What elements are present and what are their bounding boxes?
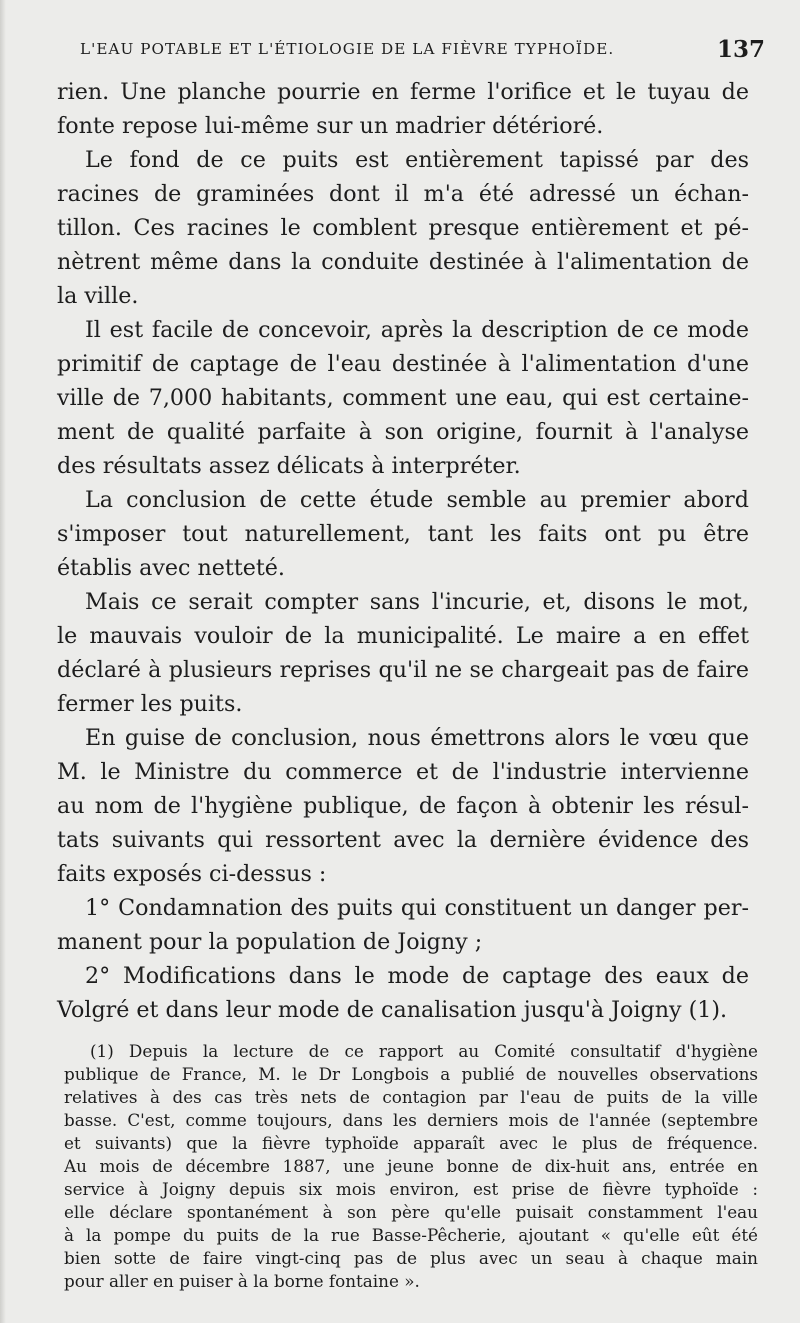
page-header xyxy=(80,36,765,66)
page-number: 137 xyxy=(716,36,765,63)
footnote xyxy=(64,1040,758,1293)
footnote-line: à la pompe du puits de la rue Basse-Pêcherie, ajoutant « qu'elle eût été xyxy=(64,1225,758,1245)
body-text xyxy=(57,76,749,1028)
body-line: La conclusion de cette étude semble au premier abord xyxy=(85,487,749,513)
footnote-line: service à Joigny depuis six mois environ, est prise de fièvre typhoïde : xyxy=(64,1179,758,1199)
body-line: le mauvais vouloir de la municipalité. Le maire a en effet xyxy=(57,623,749,649)
body-line: tillon. Ces racines le comblent presque entièrement et pé- xyxy=(57,215,749,241)
body-line: M. le Ministre du commerce et de l'industrie intervienne xyxy=(57,759,749,785)
body-line: Volgré et dans leur mode de canalisation jusqu'à Joigny (1). xyxy=(57,997,728,1023)
body-line: 1° Condamnation des puits qui constituent un danger per- xyxy=(85,895,749,921)
running-title: L'EAU POTABLE ET L'ÉTIOLOGIE DE LA FIÈVRE TYPHOÏDE. xyxy=(80,40,615,58)
body-line: Il est facile de concevoir, après la description de ce mode xyxy=(85,317,749,343)
footnote-line: bien sotte de faire vingt-cinq pas de plus avec un seau à chaque main xyxy=(64,1248,758,1268)
body-line: faits exposés ci-dessus : xyxy=(57,861,327,887)
body-line: au nom de l'hygiène publique, de façon à obtenir les résul- xyxy=(57,793,749,819)
body-line: établis avec netteté. xyxy=(57,555,285,581)
body-line: ment de qualité parfaite à son origine, fournit à l'analyse xyxy=(57,419,749,445)
footnote-line: relatives à des cas très nets de contagion par l'eau de puits de la ville xyxy=(64,1087,758,1107)
body-line: s'imposer tout naturellement, tant les faits ont pu être xyxy=(57,521,749,547)
body-line: fonte repose lui-même sur un madrier détérioré. xyxy=(57,113,604,139)
body-line: Le fond de ce puits est entièrement tapissé par des xyxy=(85,147,749,173)
body-line: déclaré à plusieurs reprises qu'il ne se chargeait pas de faire xyxy=(57,657,749,683)
footnote-line: basse. C'est, comme toujours, dans les derniers mois de l'année (septembre xyxy=(64,1110,758,1130)
body-line: racines de graminées dont il m'a été adressé un échan- xyxy=(57,181,749,207)
body-line: 2° Modifications dans le mode de captage des eaux de xyxy=(85,963,749,989)
footnote-line: publique de France, M. le Dr Longbois a publié de nouvelles observations xyxy=(64,1064,758,1084)
body-line: ville de 7,000 habitants, comment une eau, qui est certaine- xyxy=(57,385,749,411)
footnote-line: et suivants) que la fièvre typhoïde apparaît avec le plus de fréquence. xyxy=(64,1133,758,1153)
body-line: rien. Une planche pourrie en ferme l'orifice et le tuyau de xyxy=(57,79,749,105)
body-line: des résultats assez délicats à interpréter. xyxy=(57,453,521,479)
footnote-line: elle déclare spontanément à son père qu'elle puisait constamment l'eau xyxy=(64,1202,758,1222)
body-line: la ville. xyxy=(57,283,139,309)
footnote-line: pour aller en puiser à la borne fontaine ». xyxy=(64,1271,420,1291)
body-line: nètrent même dans la conduite destinée à l'alimentation de xyxy=(57,249,749,275)
footnote-line: (1) Depuis la lecture de ce rapport au Comité consultatif d'hygiène xyxy=(90,1041,758,1061)
body-line: Mais ce serait compter sans l'incurie, et, disons le mot, xyxy=(85,589,749,615)
body-line: manent pour la population de Joigny ; xyxy=(57,929,483,955)
body-line: tats suivants qui ressortent avec la dernière évidence des xyxy=(57,827,749,853)
body-line: primitif de captage de l'eau destinée à l'alimentation d'une xyxy=(57,351,749,377)
body-line: fermer les puits. xyxy=(57,691,243,717)
footnote-line: Au mois de décembre 1887, une jeune bonne de dix-huit ans, entrée en xyxy=(64,1156,758,1176)
body-line: En guise de conclusion, nous émettrons alors le vœu que xyxy=(85,725,749,751)
